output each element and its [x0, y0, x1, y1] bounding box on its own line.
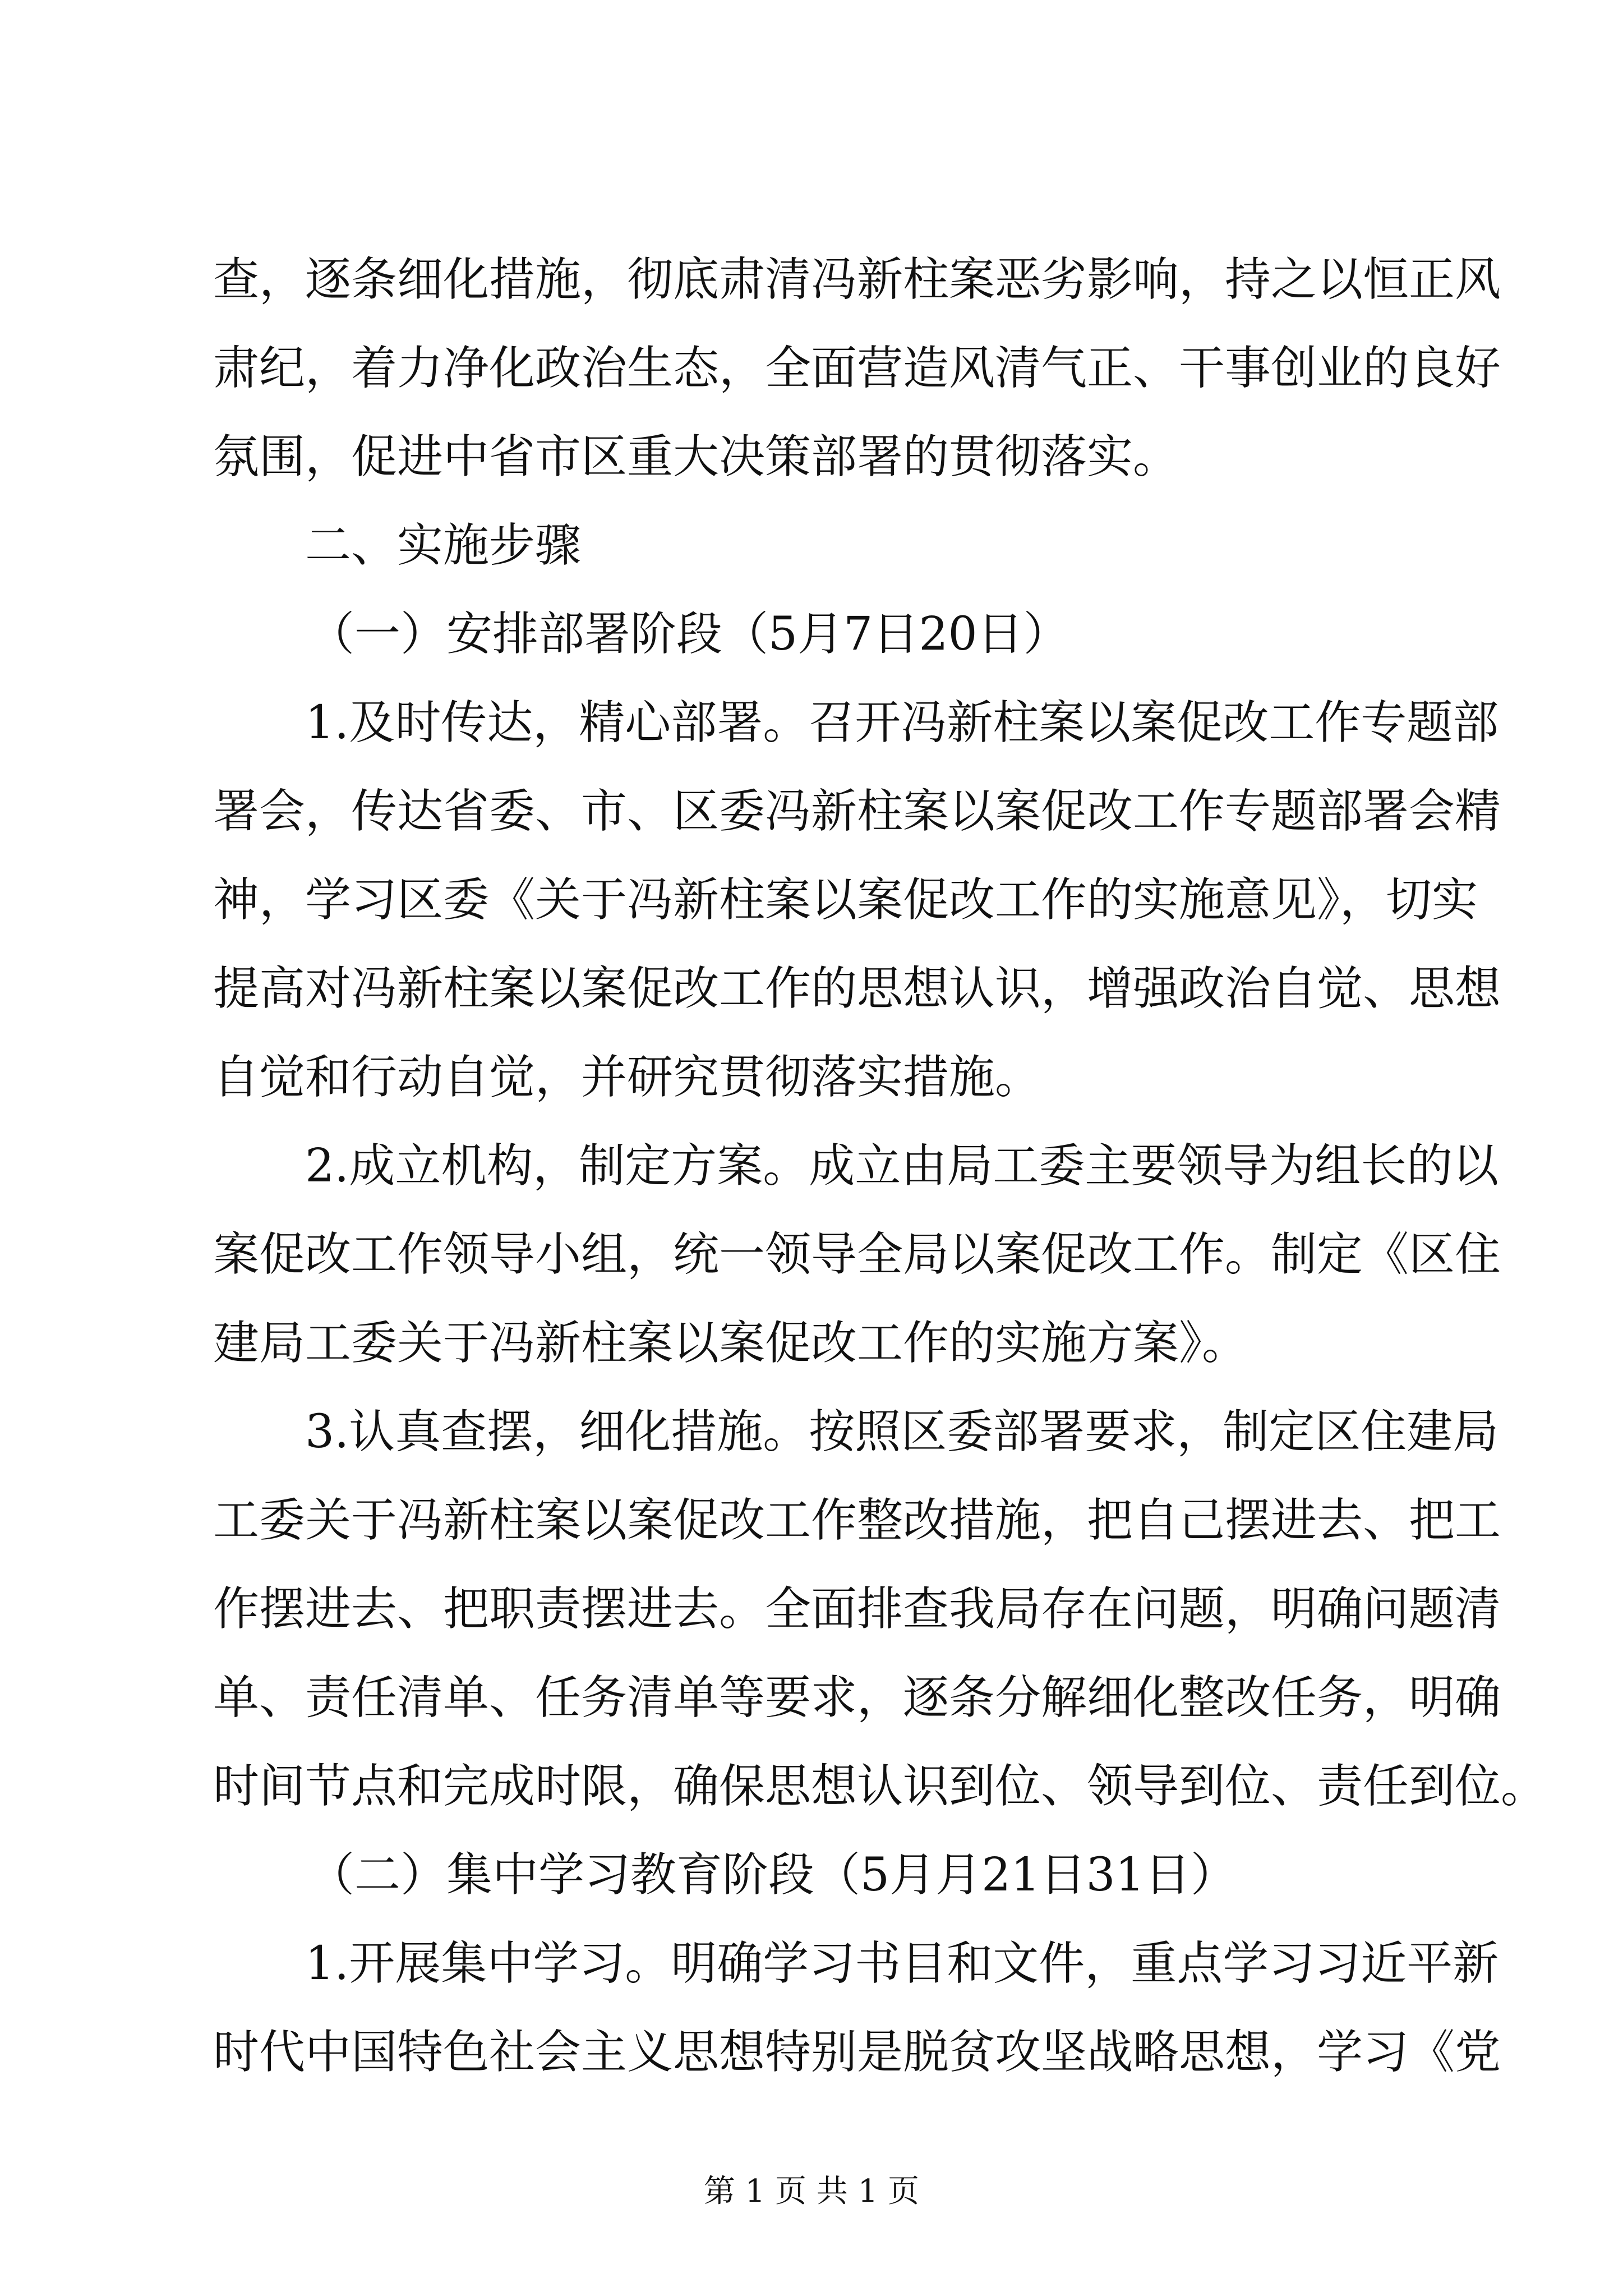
- section-heading: 二、实施步骤: [305, 519, 582, 572]
- paragraph-line: 建局工委关于冯新柱案以案促改工作的实施方案》。: [213, 1317, 1248, 1370]
- paragraph-line: 3.认真查摆，细化措施。按照区委部署要求，制定区住建局: [305, 1405, 1499, 1458]
- page-footer: 第 1 页 共 1 页: [703, 2173, 920, 2210]
- paragraph-line: 作摆进去、把职责摆进去。全面排查我局存在问题，明确问题清: [213, 1582, 1501, 1636]
- paragraph-line: 署会，传达省委、市、区委冯新柱案以案促改工作专题部署会精: [213, 785, 1501, 838]
- paragraph-line: 2.成立机构，制定方案。成立由局工委主要领导为组长的以: [305, 1139, 1499, 1193]
- paragraph-line: 自觉和行动自觉，并研究贯彻落实措施。: [213, 1051, 1041, 1104]
- paragraph-line: 肃纪，着力净化政治生态，全面营造风清气正、干事创业的良好: [213, 342, 1501, 395]
- paragraph-line: 时间节点和完成时限，确保思想认识到位、领导到位、责任到位。: [213, 1760, 1547, 1813]
- paragraph-line: 1.及时传达，精心部署。召开冯新柱案以案促改工作专题部: [305, 696, 1499, 749]
- document-body: [213, 236, 1547, 2097]
- paragraph-line: 时代中国特色社会主义思想特别是脱贫攻坚战略思想，学习《党: [213, 2026, 1501, 2079]
- subsection-heading: （一）安排部署阶段（5月7日20日）: [308, 608, 1069, 661]
- paragraph-line: 查，逐条细化措施，彻底肃清冯新柱案恶劣影响，持之以恒正风: [213, 253, 1501, 306]
- paragraph-line: 工委关于冯新柱案以案促改工作整改措施，把自己摆进去、把工: [213, 1494, 1501, 1547]
- paragraph-line: 单、责任清单、任务清单等要求，逐条分解细化整改任务，明确: [213, 1671, 1501, 1724]
- paragraph-line: 氛围，促进中省市区重大决策部署的贯彻落实。: [213, 430, 1179, 484]
- paragraph-line: 案促改工作领导小组，统一领导全局以案促改工作。制定《区住: [213, 1228, 1501, 1281]
- paragraph-line: 1.开展集中学习。明确学习书目和文件，重点学习习近平新: [305, 1937, 1499, 1990]
- subsection-heading: （二）集中学习教育阶段（5月月21日31日）: [308, 1848, 1237, 1902]
- paragraph-line: 提高对冯新柱案以案促改工作的思想认识，增强政治自觉、思想: [213, 962, 1501, 1015]
- paragraph-line: 神，学习区委《关于冯新柱案以案促改工作的实施意见》，切实: [213, 873, 1478, 927]
